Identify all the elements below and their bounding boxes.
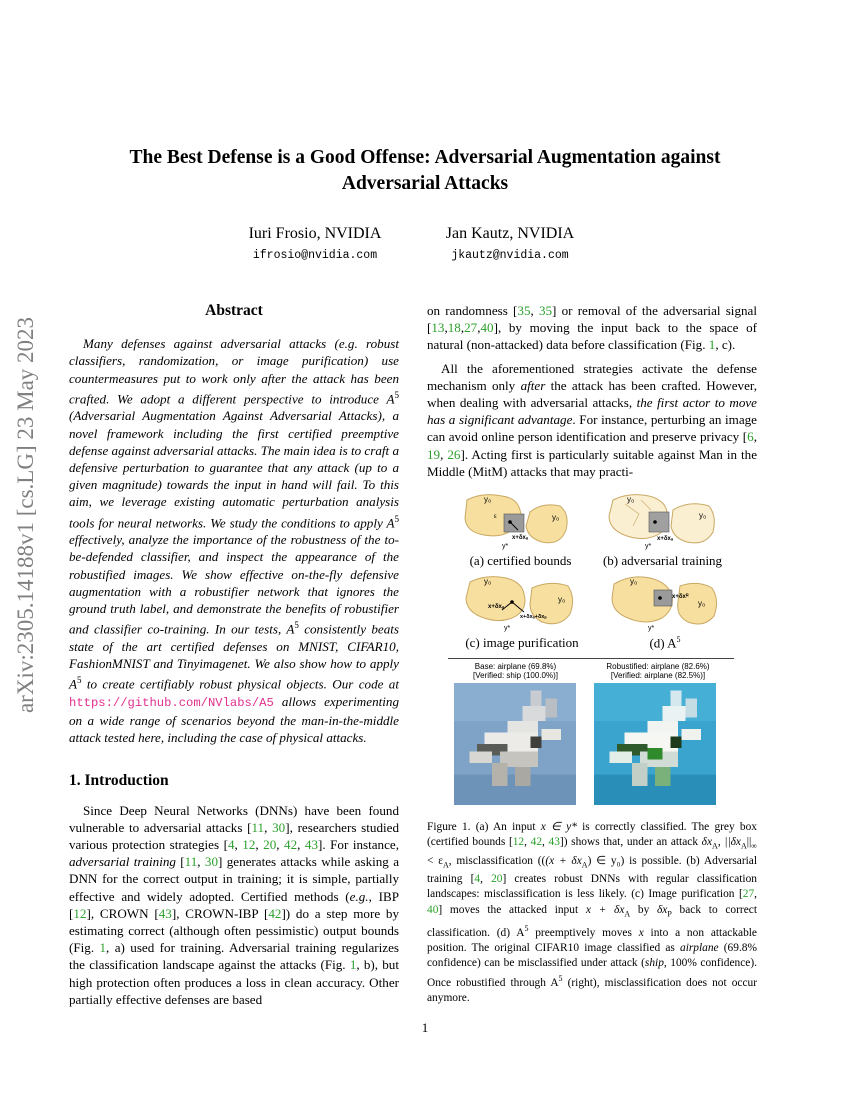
subfig-a-caption: (a) certified bounds — [469, 553, 572, 568]
svg-text:y₀: y₀ — [627, 495, 635, 504]
figure-caption: Figure 1. (a) An input x ∈ y* is correctly classified. The grey box (certified bounds [12, 42, 43]) shows that, under an attack $\delta x_A$, $||\delta x_A||_\infty < \varepsilon_A$, misclassification (($(x + \delta x_A)$ ∈ y₀) is possible. (b) Adversarial training [4, 20] creates robust DNNs with regular classification landscapes: misclassification is less likely. (c) Image purification [27, 40] moves the attacked input $x + \delta x_A$ by $\delta x_P$ back to correct classification. (d) $A^5$ preemptively moves x into a non attackable position. The original CIFAR10 image classified as airplane (69.8% confidence) can be misclassified under attack (ship, 100% confidence). Once robustified through $A^5$ (right), misclassification does not occur anymore. — [427, 821, 757, 1005]
base-airplane-image — [454, 683, 576, 805]
subfig-b-caption: (b) adversarial training — [602, 553, 723, 568]
author-1-email: ifrosio@nvidia.com — [252, 249, 378, 262]
diagram-adversarial-training — [605, 490, 720, 552]
label-y0-b: y₀ — [552, 513, 560, 522]
author-2-name: Jan Kautz, NVIDIA — [445, 225, 575, 242]
label-ystar: y* — [502, 543, 509, 550]
left-column — [69, 302, 399, 1008]
subfig-d-caption: (d) $A^5$ — [649, 635, 681, 651]
right-text-1: on randomness [35, 35] or removal of the adversarial signal [13,18,27,40], by moving the input back to the space of natural (non-attacked) data before classification (Fig. 1, c). — [427, 303, 757, 353]
svg-text:y₀: y₀ — [630, 577, 638, 586]
intro-text: Since Deep Neural Networks (DNNs) have been found vulnerable to adversarial attacks [11, 30], researchers studied various protection strategies [4, 12, 20, 42, 43]. For instance, adversarial training [11, 30] generates attacks while asking a DNN for the correct output in training; it is simple, partially effective and widely adopted. Certified methods (e.g., IBP [12], CROWN [43], CROWN-IBP [42]) do a step more by estimating correct (although often pessimistic) output bounds (Fig. 1, a) used for training. Adversarial training regularizes the classification landscape against the attacks (Fig. 1, b), but high protection often produces a loss in clean accuracy. Other partially effective defenses are based — [69, 802, 400, 1007]
svg-text:y*: y* — [645, 543, 652, 550]
arxiv-id: arXiv:2305.14188v1 [cs.LG] 23 May 2023 — [13, 316, 38, 714]
author-1-name: Iuri Frosio, NVIDIA — [248, 225, 382, 242]
robustified-image-title: Robustified: airplane (82.6%) [Verified: airplane (82.5%)] — [606, 662, 710, 680]
svg-text:y₀: y₀ — [558, 595, 566, 604]
svg-text:y₀: y₀ — [699, 511, 707, 520]
author-2 — [420, 225, 600, 262]
arxiv-stamp — [6, 300, 46, 730]
label-eps: ε — [494, 514, 497, 520]
svg-text:y*: y* — [648, 625, 655, 632]
title-line-2: Adversarial Attacks — [341, 173, 509, 194]
svg-text:x+δxₐ+δxₚ: x+δxₐ+δxₚ — [520, 614, 547, 620]
robustified-airplane-image — [594, 683, 716, 805]
right-column — [427, 302, 757, 480]
svg-text:x+δxₐ: x+δxₐ — [657, 536, 674, 542]
label-x-dxA: x+δxₐ — [512, 535, 529, 541]
author-2-email: jkautz@nvidia.com — [451, 249, 569, 262]
svg-text:y₀: y₀ — [698, 599, 706, 608]
diagram-certified-bounds — [462, 490, 572, 552]
svg-text:x+δxₐ: x+δxₐ — [488, 604, 505, 610]
paper-title — [80, 145, 770, 197]
diagram-a5 — [608, 572, 720, 634]
page-number: 1 — [421, 1020, 429, 1035]
base-image-title: Base: airplane (69.8%) [Verified: ship (100.0%)] — [473, 662, 558, 680]
svg-text:x+δxᴿ: x+δxᴿ — [672, 594, 689, 600]
svg-text:y*: y* — [504, 625, 511, 632]
label-y0: y₀ — [484, 495, 492, 504]
diagram-image-purification — [462, 572, 577, 634]
right-text-2: All the aforementioned strategies activate the defense mechanism only after the attack has been crafted. However, when dealing with adversarial attacks, the first actor to move has a significant advantage. For instance, perturbing an image can avoid online person identification and preserve privacy [6, 19, 26]. Acting first is particularly suitable against Man in the Middle (MitM) attacks that may practi- — [427, 360, 758, 479]
abstract-text: Many defenses against adversarial attacks (e.g. robust classifiers, randomization, or image purification) use countermeasures put to work only after the attack has been crafted. We adopt a different perspective to introduce $A^5$ (Adversarial Augmentation Against Adversarial Attacks), a novel framework including the first certified preemptive defense against adversarial attacks. The main idea is to craft a defensive perturbation to guarantee that any attack (up to a given magnitude) towards the input in hand will fail. To this aim, we leverage existing automatic perturbation analysis tools for neural networks. We study the conditions to apply $A^5$ effectively, analyze the importance of the robustness of the to-be-defended classifier, and inspect the appearance of the robustified images. We show effective on-the-fly defensive augmentation with a robustifier network that ignores the ground truth label, and demonstrate the benefits of robustifier and classifier co-training. In our tests, $A^5$ consistently beats state of the art certified defenses on MNIST, CIFAR10, FashionMNIST and Tinyimagenet. We also show how to apply $A^5$ to create certifiably robust physical objects. Our code at https://github.com/NVlabs/A5 allows experimenting on a wide range of scenarios beyond the man-in-the-middle attack tested here, including the case of physical attacks. — [69, 336, 399, 746]
code-link[interactable]: https://github.com/NVlabs/A5 — [69, 695, 274, 710]
svg-text:y₀: y₀ — [484, 577, 492, 586]
intro-heading: 1. Introduction — [69, 772, 169, 790]
title-line-1: The Best Defense is a Good Offense: Adversarial Augmentation against — [129, 147, 721, 168]
figure-rule — [448, 658, 734, 659]
subfig-c-caption: (c) image purification — [465, 635, 579, 650]
abstract-heading: Abstract — [205, 302, 263, 319]
author-1 — [225, 225, 405, 262]
